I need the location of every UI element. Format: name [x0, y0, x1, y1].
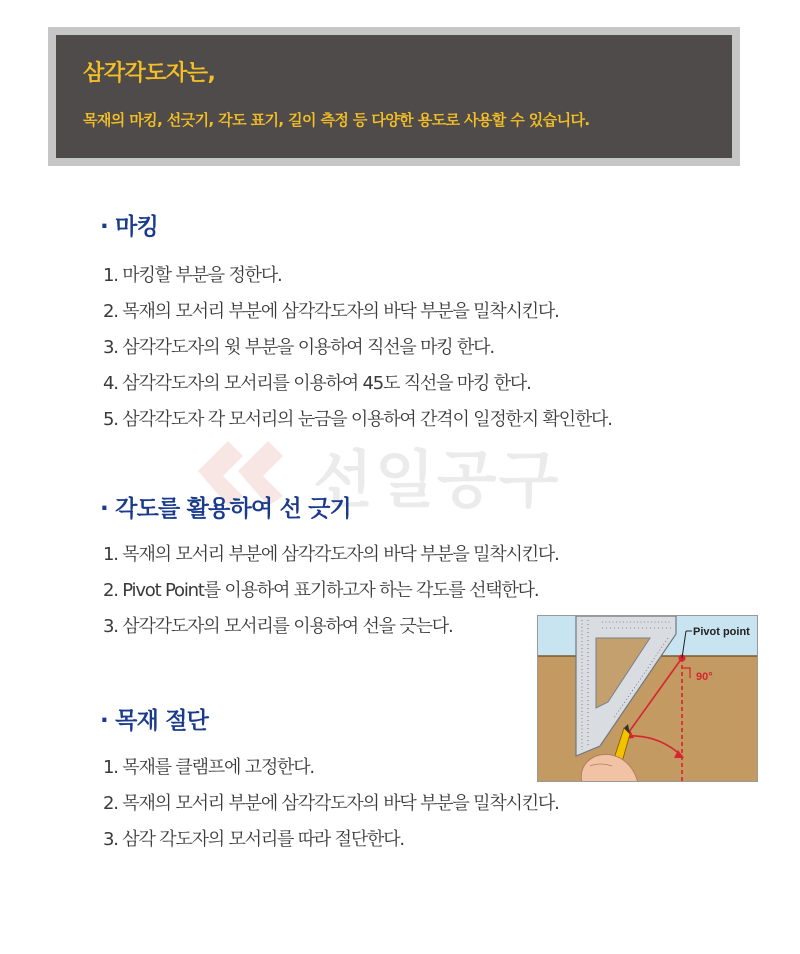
header-subtitle: 목재의 마킹, 선긋기, 각도 표기, 길이 측정 등 다양한 용도로 사용할 수 있습니다.: [83, 111, 590, 129]
header-panel: [56, 35, 732, 158]
section-title-angle-lines: · 각도를 활용하여 선 긋기: [100, 496, 351, 522]
pivot-label: Pivot point: [693, 626, 750, 638]
list-item: 1. 마킹할 부분을 정한다.: [103, 265, 282, 286]
list-item: 5. 삼각각도자 각 모서리의 눈금을 이용하여 간격이 일정한지 확인한다.: [103, 409, 612, 430]
header-banner: [48, 27, 740, 166]
list-item: 3. 삼각각도자의 모서리를 이용하여 선을 긋는다.: [103, 616, 453, 637]
list-item: 2. 목재의 모서리 부분에 삼각각도자의 바닥 부분을 밀착시킨다.: [103, 793, 559, 814]
pivot-point-illustration: [537, 615, 758, 782]
list-item: 3. 삼각각도자의 윗 부분을 이용하여 직선을 마킹 한다.: [103, 337, 494, 358]
watermark-text: 선일공구: [313, 443, 561, 516]
marking-steps-list: [103, 258, 612, 438]
cutting-steps-list: [103, 750, 559, 858]
angle-steps-list: [103, 537, 559, 645]
section-title-wood-cutting: · 목재 절단: [100, 708, 209, 734]
list-item: 2. 목재의 모서리 부분에 삼각각도자의 바닥 부분을 밀착시킨다.: [103, 301, 559, 322]
list-item: 1. 목재를 클램프에 고정한다.: [103, 757, 314, 778]
angle-label: 90°: [696, 671, 713, 683]
list-item: 3. 삼각 각도자의 모서리를 따라 절단한다.: [103, 829, 404, 850]
list-item: 2. Pivot Point를 이용하여 표기하고자 하는 각도를 선택한다.: [103, 580, 539, 601]
header-title: 삼각각도자는,: [83, 61, 216, 86]
list-item: 1. 목재의 모서리 부분에 삼각각도자의 바닥 부분을 밀착시킨다.: [103, 544, 559, 565]
list-item: 4. 삼각각도자의 모서리를 이용하여 45도 직선을 마킹 한다.: [103, 373, 531, 394]
section-title-marking: · 마킹: [100, 214, 158, 240]
